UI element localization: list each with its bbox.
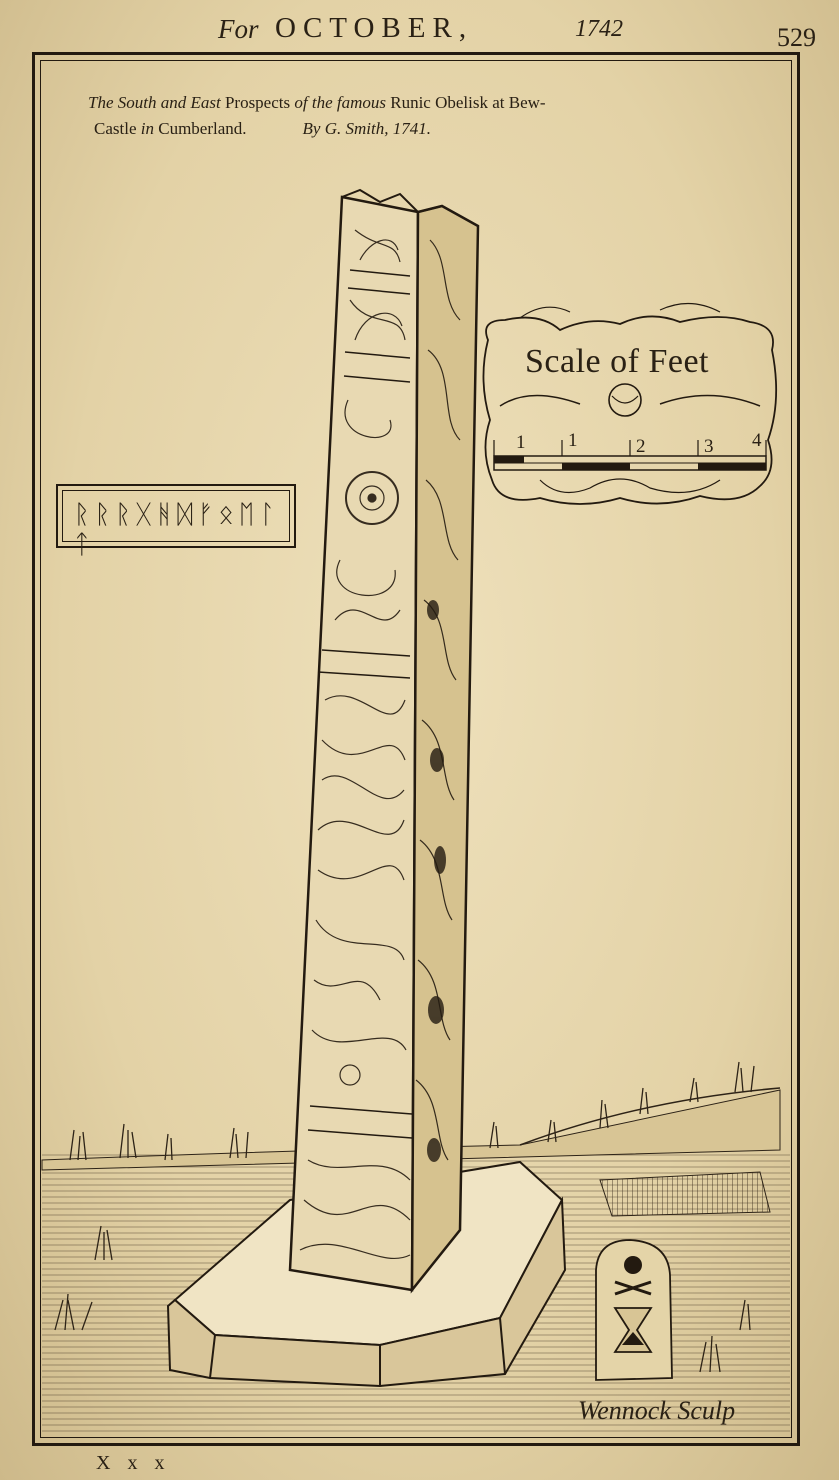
title-part-h: Cumberland. (153, 119, 247, 138)
title-part-g: in (140, 119, 154, 138)
plate-title (88, 90, 748, 142)
byline-author: G. Smith, 1741. (324, 119, 431, 138)
engraver-signature: Wennock Sculp (578, 1396, 736, 1425)
plate-title-line-1 (88, 90, 748, 116)
obelisk-shaft (290, 190, 478, 1290)
scale-label: 1 (516, 432, 526, 453)
runic-inscription-box (56, 484, 296, 560)
title-part-f: Castle (94, 119, 141, 138)
scale-label: 3 (704, 436, 714, 457)
signature-mark: X x x (96, 1452, 171, 1474)
tombstone (596, 1240, 672, 1380)
byline (303, 119, 431, 138)
byline-by: By (302, 119, 325, 138)
title-part-e: Obelisk at Bew- (430, 93, 546, 112)
title-part-b: Prospects (224, 93, 291, 112)
runic-inscription: ᚱᚱᚱᚷᚻᛞᚠᛟᛖᛚ ᛏ (74, 500, 281, 560)
title-part-a: The South and East (88, 93, 225, 112)
scale-title: Scale of Feet (525, 343, 709, 380)
header-month: OCTOBER, (275, 12, 474, 44)
scale-label: 1 (568, 430, 578, 451)
plate-title-line-2 (94, 116, 748, 142)
header-year: 1742 (575, 16, 623, 42)
page-number: 529 (777, 23, 816, 52)
scale-cartouche (483, 303, 776, 504)
scale-label: 2 (636, 436, 646, 457)
header-for: For (218, 14, 259, 44)
scale-label: 4 (752, 430, 762, 451)
title-part-c: of the famous (290, 93, 391, 112)
title-part-d: Runic (390, 93, 431, 112)
